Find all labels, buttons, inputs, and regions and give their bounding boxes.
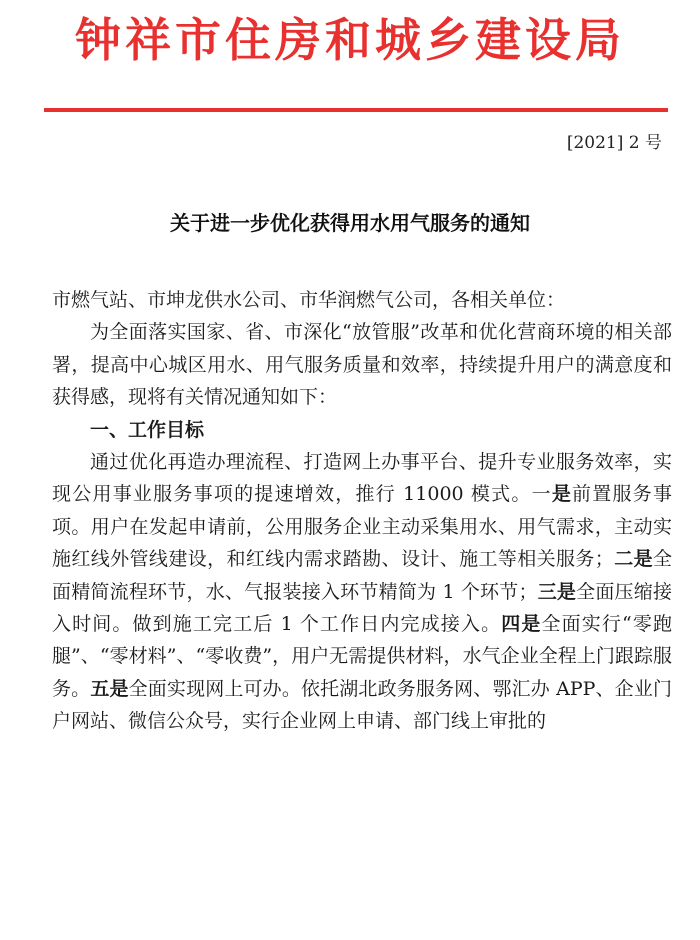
paragraph-text: 全面精简流程环节，水、气报装接入环节精简为 1 个环节；: [52, 548, 672, 603]
document-title: 关于进一步优化获得用水用气服务的通知: [170, 211, 530, 235]
paragraph-text: 前置服务事项。用户在发起申请前，公用服务企业主动采集用水、用气需求，主动实施红线外管线建设，和红线内需求踏勘、设计、施工等相关服务；: [52, 483, 672, 571]
emphasis-marker: 是: [551, 483, 573, 506]
intro-paragraph: 为全面落实国家、省、市深化“放管服”改革和优化营商环境的相关部署，提高中心城区用水、用气服务质量和效率，持续提升用户的满意度和获得感，现将有关情况通知如下：: [52, 321, 672, 409]
paragraph-text: 全面实行“零跑腿”、“零材料”、“零收费”，用户无需提供材料，水气企业全程上门跟踪服务。: [52, 613, 672, 700]
emphasis-marker: 三是: [537, 580, 577, 603]
paragraph-text: 全面压缩接入时间。做到施工完工后 1 个工作日内完成接入。: [52, 580, 672, 636]
emphasis-marker: 二是: [613, 548, 653, 571]
agency-masthead: 钟祥市住房和城乡建设局: [75, 13, 625, 67]
paragraph-text: 全面实现网上可办。依托湖北政务服务网、鄂汇办 APP、企业门户网站、微信公众号，实行企业网上申请、部门线上审批的: [52, 677, 672, 733]
emphasis-marker: 四是: [501, 613, 542, 636]
paragraph-text: 通过优化再造办理流程、打造网上办事平台、提升专业服务效率，实现公用事业服务事项的提速增效，推行 11000 模式。一: [52, 451, 672, 506]
emphasis-marker: 五是: [90, 677, 129, 700]
section-heading: 一、工作目标: [90, 418, 205, 441]
red-separator-line: [44, 108, 668, 112]
addressee-line: 市燃气站、市坤龙供水公司、市华润燃气公司，各相关单位：: [52, 289, 566, 311]
section1-paragraph: [52, 446, 672, 738]
document-number: [2021] 2 号: [566, 133, 662, 153]
document-body: [52, 284, 672, 738]
